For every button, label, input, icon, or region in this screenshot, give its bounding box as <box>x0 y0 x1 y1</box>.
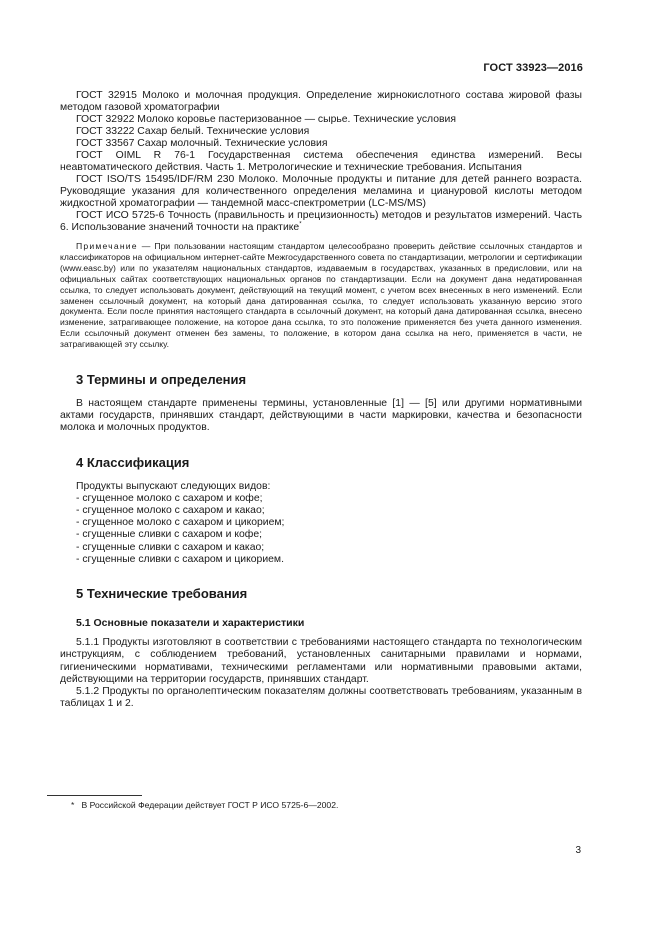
footnote-divider <box>47 795 142 796</box>
subsection-5-1-heading: 5.1 Основные показатели и характеристики <box>76 617 305 630</box>
list-item: - сгущенное молоко с сахаром и кофе; <box>76 492 263 504</box>
list-item: - сгущенные сливки с сахаром и кофе; <box>76 529 263 541</box>
page-content <box>60 90 582 710</box>
note-block <box>60 241 582 350</box>
page-number: 3 <box>575 845 581 856</box>
reference-item: ГОСТ 32915 Молоко и молочная продукция. Определение жирнокислотного состава жировой фазы методом газовой хроматографии <box>60 90 582 113</box>
reference-item: ГОСТ 33222 Сахар белый. Технические условия <box>76 126 310 137</box>
note-text: — При пользовании настоящим стандартом целесообразно проверить действие ссылочных стандартов и классификаторов на официальном интернет-сайте Межгосударственного совета по стандартизации, метрологии и сертификации (www.easc.by) или по указателям национальных стандартов, издаваемым в государствах, указанных в предисловии, или на официальных сайтах соответствующих национальных органов по стандартизации. Если на документ дана недатированная ссылка, то следует использовать документ, действующий на текущий момент, с учетом всех внесенных в него изменений. Если заменен ссылочный документ, на который дана датированная ссылка, то следует использовать указанную версию этого документа. Если после принятия настоящего стандарта в ссылочный документ, на который дана датированная ссылка, внесено изменение, затрагивающее положение, на которое дана ссылка, то это положение применяется без учета данного изменения. Если ссылочный документ отменен без замены, то положение, в котором дана ссылка на него, применяется в части, не затрагивающей эту ссылку. <box>60 241 582 350</box>
footnote-mark: * <box>71 800 75 810</box>
clause-5-1-2: 5.1.2 Продукты по органолептическим показателям должны соответствовать требованиям, указанным в таблицах 1 и 2. <box>60 685 582 710</box>
reference-item: ГОСТ 32922 Молоко коровье пастеризованное — сырье. Технические условия <box>76 114 456 125</box>
footnote-text: В Российской Федерации действует ГОСТ Р ИСО 5725-6—2002. <box>81 800 339 810</box>
section-3-heading: 3 Термины и определения <box>76 372 247 388</box>
note-label: Примечание <box>76 241 138 251</box>
footnote <box>71 800 338 810</box>
section-4-intro: Продукты выпускают следующих видов: <box>76 480 271 492</box>
reference-item: ГОСТ ISO/TS 15495/IDF/RM 230 Молоко. Молочные продукты и питание для детей раннего возраста. Руководящие указания для количественного определения меламина и циануровой кислоты методом жидкостной хроматографии — тандемной масс-спектрометрии (LC-MS/MS) <box>60 174 582 209</box>
section-5-heading: 5 Технические требования <box>76 586 248 602</box>
footnote-marker: * <box>299 221 302 228</box>
list-item: - сгущенные сливки с сахаром и цикорием. <box>76 553 284 565</box>
list-item: - сгущенное молоко с сахаром и цикорием; <box>76 517 285 529</box>
reference-list <box>60 90 582 234</box>
list-item: - сгущенное молоко с сахаром и какао; <box>76 505 265 517</box>
section-4-heading: 4 Классификация <box>76 454 190 470</box>
reference-item <box>60 210 582 234</box>
reference-item: ГОСТ OIML R 76-1 Государственная система обеспечения единства измерений. Весы неавтоматического действия. Часть 1. Метрологические и технические требования. Испытания <box>60 150 582 173</box>
reference-text: ГОСТ ИСО 5725-6 Точность (правильность и прецизионность) методов и результатов измерений. Часть 6. Использование значений точности на практике <box>60 210 582 233</box>
list-item: - сгущенные сливки с сахаром и какао; <box>76 541 265 553</box>
section-3-text: В настоящем стандарте применены термины, установленные [1] — [5] или другими нормативными актами государств, принявших стандарт, действующими в части маркировки, качества и безопасности молока и молочных продуктов. <box>60 398 582 434</box>
reference-item: ГОСТ 33567 Сахар молочный. Технические условия <box>76 138 328 149</box>
document-id-header: ГОСТ 33923—2016 <box>483 62 583 74</box>
product-type-list <box>60 493 582 566</box>
clause-5-1-1: 5.1.1 Продукты изготовляют в соответствии с требованиями настоящего стандарта по технологическим инструкциям, с соблюдением требований, установленных санитарными правилами и нормами, гигиеническими нормативами, техническими регламентами или нормативными правовыми актами, действующими на территории государств, принявших стандарт. <box>60 637 582 685</box>
